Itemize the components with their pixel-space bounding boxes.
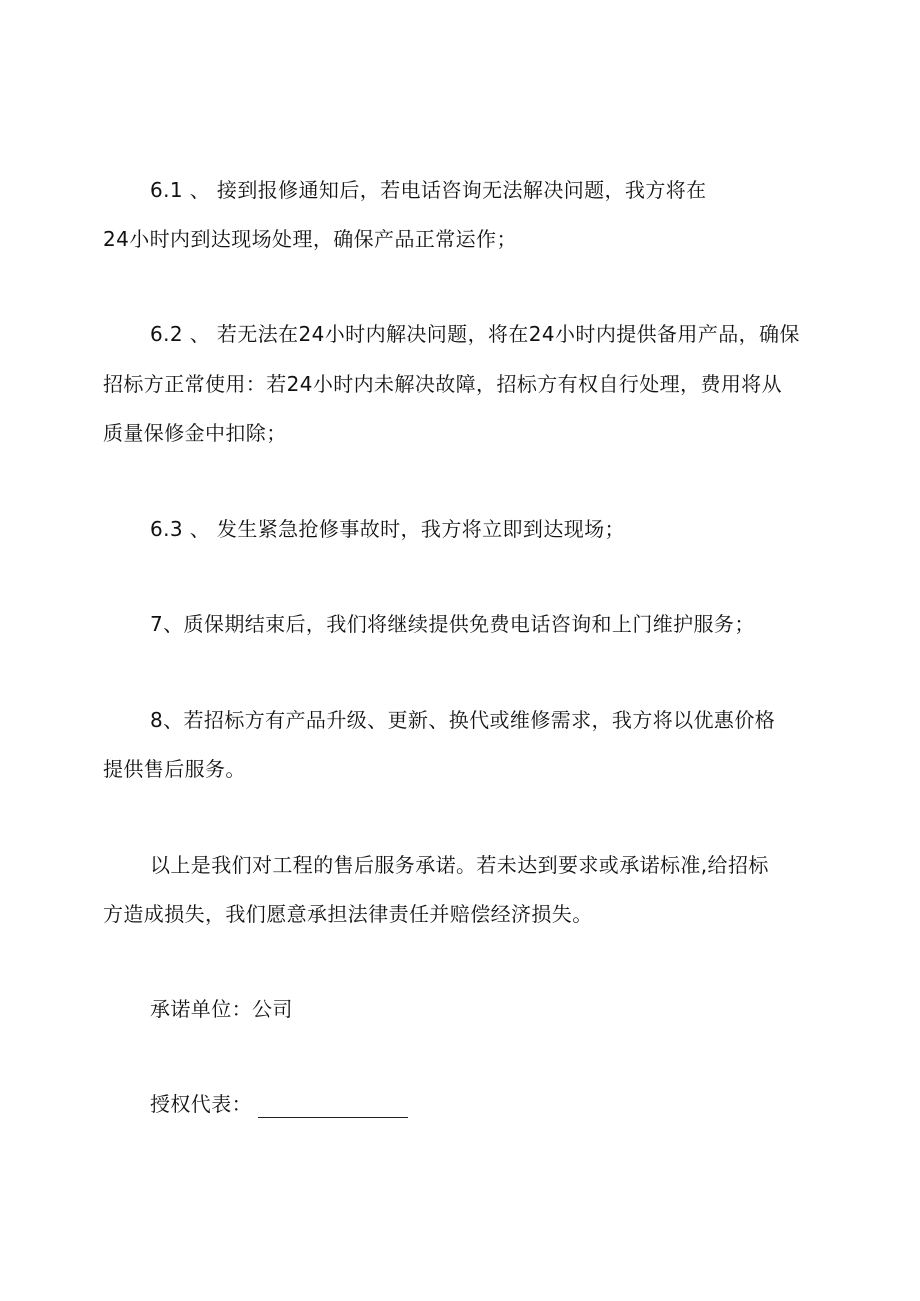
- item-6-3-line-1: 6.3 、 发生紧急抢修事故时，我方将立即到达现场；: [150, 517, 625, 541]
- item-8-line-2: 提供售后服务。: [103, 757, 246, 781]
- item-6-2-line-1: 6.2 、 若无法在24小时内解决问题，将在24小时内提供备用产品，确保: [150, 322, 800, 346]
- item-7-line-1: 7、质保期结束后，我们将继续提供免费电话咨询和上门维护服务；: [150, 612, 755, 636]
- item-6-1-line-1: 6.1 、 接到报修通知后，若电话咨询无法解决问题，我方将在: [150, 178, 707, 202]
- signature-blank-line: [258, 1095, 408, 1118]
- item-6-1-line-2: 24小时内到达现场处理，确保产品正常运作；: [103, 227, 517, 251]
- summary-line-2: 方造成损失，我们愿意承担法律责任并赔偿经济损失。: [103, 902, 593, 926]
- item-6-2-line-3: 质量保修金中扣除；: [103, 421, 287, 445]
- item-8-line-1: 8、若招标方有产品升级、更新、换代或维修需求，我方将以优惠价格: [150, 708, 776, 732]
- signature-unit: 承诺单位：公司: [150, 997, 293, 1021]
- item-6-2-line-2: 招标方正常使用：若24小时内未解决故障，招标方有权自行处理，费用将从: [103, 372, 783, 396]
- summary-line-1: 以上是我们对工程的售后服务承诺。若未达到要求或承诺标准,给招标: [150, 853, 769, 877]
- signature-representative: [150, 1090, 408, 1118]
- signature-rep-label: 授权代表：: [150, 1092, 252, 1116]
